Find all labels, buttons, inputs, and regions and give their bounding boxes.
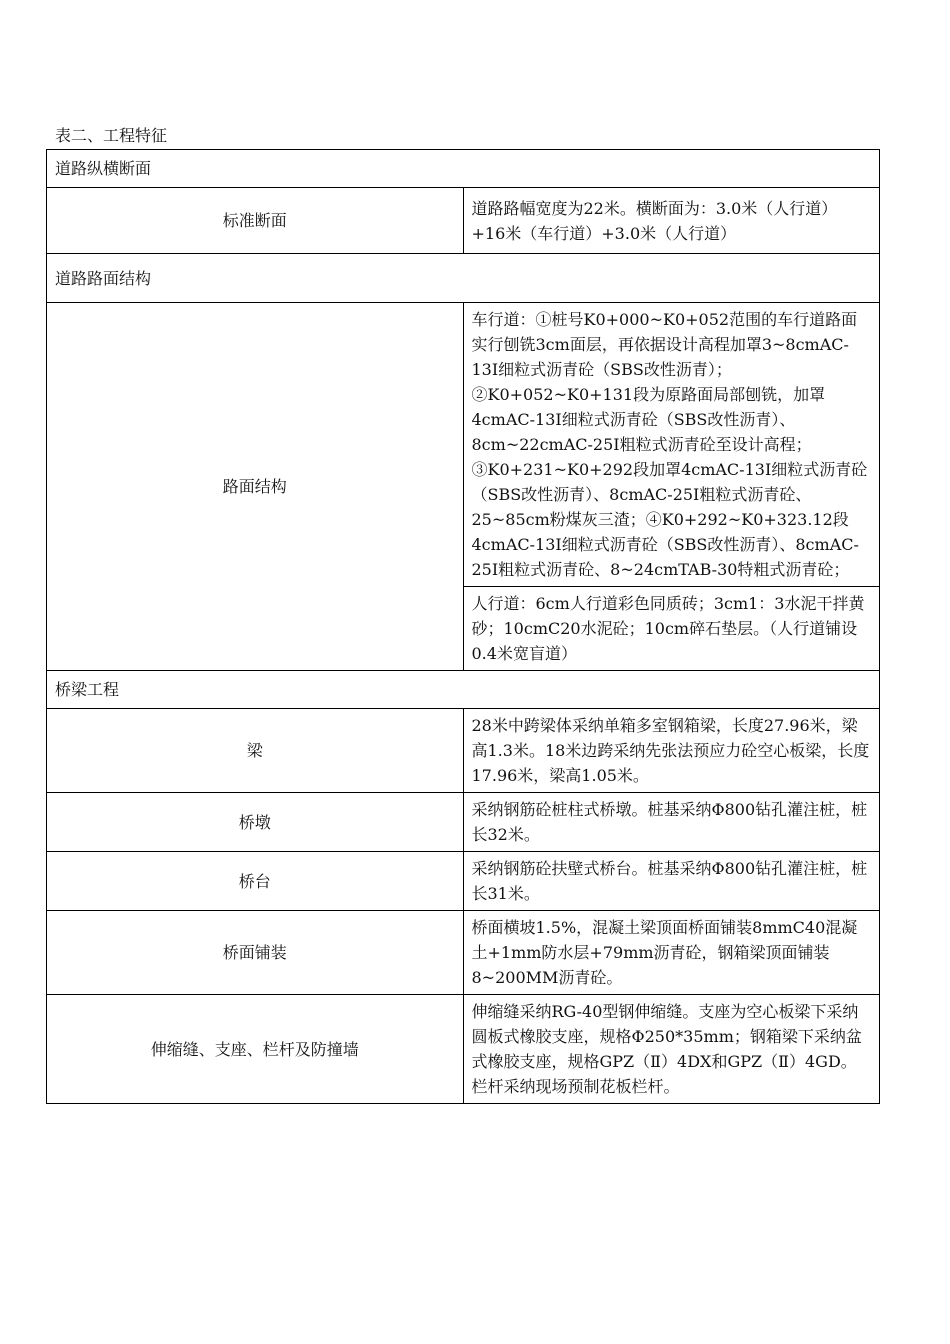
table-row [47,852,880,911]
row-content-beam: 28米中跨梁体采纳单箱多室钢箱梁，长度27.96米，梁高1.3米。18米边跨采纳先张法预应力砼空心板梁，长度17.96米，梁高1.05米。 [463,709,880,793]
row-content-pier: 采纳钢筋砼桩柱式桥墩。桩基采纳Φ800钻孔灌注桩，桩长32米。 [463,793,880,852]
row-content-standard-section: 道路路幅宽度为22米。横断面为：3.0米（人行道）+16米（车行道）+3.0米（人行道） [463,188,880,254]
row-content-expansion-joint: 伸缩缝采纳RG-40型钢伸缩缝。支座为空心板梁下采纳圆板式橡胶支座，规格Φ250*35mm；钢箱梁下采纳盆式橡胶支座，规格GPZ（Ⅱ）4DX和GPZ（Ⅱ）4GD。栏杆采纳现场预制花板栏杆。 [463,995,880,1104]
row-content-abutment: 采纳钢筋砼扶壁式桥台。桩基采纳Φ800钻孔灌注桩，桩长31米。 [463,852,880,911]
row-label-pier: 桥墩 [47,793,464,852]
table-row [47,254,880,303]
table-row [47,793,880,852]
table-row [47,995,880,1104]
row-content-deck-paving: 桥面横坡1.5%，混凝土梁顶面桥面铺装8mmC40混凝土+1mm防水层+79mm沥青砼，钢箱梁顶面铺装8~200MM沥青砼。 [463,911,880,995]
section-header-road-section: 道路纵横断面 [47,150,880,188]
section-header-bridge: 桥梁工程 [47,671,880,709]
row-label-deck-paving: 桥面铺装 [47,911,464,995]
section-header-pavement: 道路路面结构 [47,254,880,303]
row-label-standard-section: 标准断面 [47,188,464,254]
table-caption: 表二、工程特征 [55,126,168,145]
table-row [47,188,880,254]
engineering-features-table [46,149,880,1104]
table-row [47,303,880,587]
row-content-carriageway: 车行道：①桩号K0+000~K0+052范围的车行道路面实行刨铣3cm面层，再依据设计高程加罩3~8cmAC-13Ⅰ细粒式沥青砼（SBS改性沥青）；②K0+052~K0+131段为原路面局部刨铣，加罩4cmAC-13Ⅰ细粒式沥青砼（SBS改性沥青）、8cm~22cmAC-25Ⅰ粗粒式沥青砼至设计高程；③K0+231~K0+292段加罩4cmAC-13Ⅰ细粒式沥青砼（SBS改性沥青）、8cmAC-25Ⅰ粗粒式沥青砼、25~85cm粉煤灰三渣；④K0+292~K0+323.12段4cmAC-13Ⅰ细粒式沥青砼（SBS改性沥青）、8cmAC-25Ⅰ粗粒式沥青砼、8~24cmTAB-30特粗式沥青砼； [463,303,880,587]
row-content-sidewalk: 人行道：6cm人行道彩色同质砖；3cm1：3水泥干拌黄砂；10cmC20水泥砼；10cm碎石垫层。（人行道铺设0.4米宽盲道） [463,587,880,671]
row-label-expansion-joint: 伸缩缝、支座、栏杆及防撞墙 [47,995,464,1104]
table-row [47,671,880,709]
row-label-beam: 梁 [47,709,464,793]
row-label-pavement-structure: 路面结构 [47,303,464,671]
row-label-abutment: 桥台 [47,852,464,911]
table-row [47,150,880,188]
table-row [47,911,880,995]
table-row [47,709,880,793]
